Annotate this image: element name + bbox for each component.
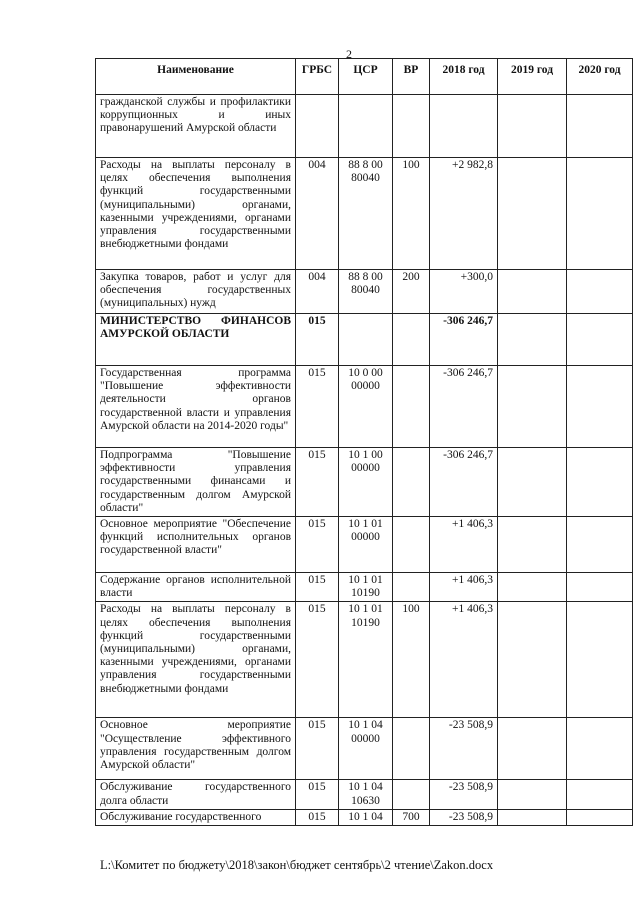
row-csr: [339, 95, 393, 158]
row-grbs: 004: [296, 270, 339, 314]
row-name: Закупка товаров, работ и услуг для обеспечения государственных (муниципальных) нужд: [96, 270, 296, 314]
row-csr: 10 1 04 10630: [339, 780, 393, 809]
table-row: [96, 809, 633, 825]
row-2018: -306 246,7: [430, 366, 498, 448]
row-name: Государственная программа "Повышение эффективности деятельности органов государственной власти и управления Амурской области на 2014-2020 годы": [96, 366, 296, 448]
header-2020: 2020 год: [567, 59, 633, 95]
row-2018: +2 982,8: [430, 158, 498, 270]
table-row: [96, 314, 633, 366]
row-2020: [567, 809, 633, 825]
header-2019: 2019 год: [498, 59, 567, 95]
row-2018: -23 508,9: [430, 780, 498, 809]
row-csr: [339, 314, 393, 366]
row-csr: 10 1 01 10190: [339, 602, 393, 718]
row-2019: [498, 314, 567, 366]
row-2020: [567, 158, 633, 270]
table-row: [96, 158, 633, 270]
row-csr: 10 1 04 00000: [339, 718, 393, 780]
budget-table: [95, 58, 633, 826]
row-2020: [567, 602, 633, 718]
row-name: МИНИСТЕРСТВО ФИНАНСОВ АМУРСКОЙ ОБЛАСТИ: [96, 314, 296, 366]
row-2018: +1 406,3: [430, 602, 498, 718]
row-2019: [498, 573, 567, 602]
row-csr: 88 8 00 80040: [339, 158, 393, 270]
row-grbs: 015: [296, 718, 339, 780]
row-name: Расходы на выплаты персоналу в целях обеспечения выполнения функций государственными (муниципальными) органами, казенными учреждениями, органами управления государственными внебюджетными фондами: [96, 602, 296, 718]
row-grbs: 015: [296, 366, 339, 448]
table-row: [96, 573, 633, 602]
row-2018: -306 246,7: [430, 448, 498, 517]
row-grbs: 004: [296, 158, 339, 270]
row-2018: -306 246,7: [430, 314, 498, 366]
row-2018: -23 508,9: [430, 809, 498, 825]
row-grbs: 015: [296, 517, 339, 573]
row-2020: [567, 314, 633, 366]
row-2019: [498, 809, 567, 825]
row-2018: +1 406,3: [430, 517, 498, 573]
table-row: [96, 718, 633, 780]
table-row: [96, 95, 633, 158]
row-2019: [498, 448, 567, 517]
row-2019: [498, 718, 567, 780]
row-vr: 200: [393, 270, 430, 314]
row-2020: [567, 366, 633, 448]
row-2019: [498, 270, 567, 314]
row-grbs: 015: [296, 448, 339, 517]
table-body: [96, 95, 633, 826]
row-2019: [498, 366, 567, 448]
row-2020: [567, 573, 633, 602]
row-grbs: [296, 95, 339, 158]
header-grbs: ГРБС: [296, 59, 339, 95]
table-row: [96, 270, 633, 314]
row-name: гражданской службы и профилактики коррупционных и иных правонарушений Амурской области: [96, 95, 296, 158]
row-vr: [393, 95, 430, 158]
row-csr: 10 1 01 10190: [339, 573, 393, 602]
row-vr: [393, 780, 430, 809]
header-2018: 2018 год: [430, 59, 498, 95]
row-csr: 10 1 01 00000: [339, 517, 393, 573]
row-name: Подпрограмма "Повышение эффективности управления государственными финансами и государственным долгом Амурской области": [96, 448, 296, 517]
row-vr: 100: [393, 602, 430, 718]
row-2019: [498, 158, 567, 270]
row-2019: [498, 602, 567, 718]
row-2018: +1 406,3: [430, 573, 498, 602]
row-grbs: 015: [296, 809, 339, 825]
row-2018: +300,0: [430, 270, 498, 314]
row-2018: [430, 95, 498, 158]
footer-file-path: L:\Комитет по бюджету\2018\закон\бюджет сентябрь\2 чтение\Zakon.docx: [100, 858, 494, 872]
row-grbs: 015: [296, 314, 339, 366]
row-name: Обслуживание государственного: [96, 809, 296, 825]
table-row: [96, 517, 633, 573]
row-name: Основное мероприятие "Обеспечение функций исполнительных органов государственной власти": [96, 517, 296, 573]
row-vr: [393, 448, 430, 517]
row-2020: [567, 517, 633, 573]
table-row: [96, 780, 633, 809]
row-vr: 100: [393, 158, 430, 270]
row-vr: [393, 314, 430, 366]
row-2019: [498, 517, 567, 573]
row-csr: 88 8 00 80040: [339, 270, 393, 314]
header-vr: ВР: [393, 59, 430, 95]
row-vr: [393, 517, 430, 573]
row-2020: [567, 718, 633, 780]
row-name: Расходы на выплаты персоналу в целях обеспечения выполнения функций государственными (муниципальными) органами, казенными учреждениями, органами управления государственными внебюджетными фондами: [96, 158, 296, 270]
row-2020: [567, 270, 633, 314]
row-2020: [567, 448, 633, 517]
row-2018: -23 508,9: [430, 718, 498, 780]
row-vr: [393, 366, 430, 448]
page-number: 2: [346, 47, 352, 61]
header-csr: ЦСР: [339, 59, 393, 95]
row-name: Обслуживание государственного долга области: [96, 780, 296, 809]
table-header-row: [96, 59, 633, 95]
table-row: [96, 448, 633, 517]
row-csr: 10 1 00 00000: [339, 448, 393, 517]
row-csr: 10 0 00 00000: [339, 366, 393, 448]
row-grbs: 015: [296, 780, 339, 809]
row-2019: [498, 780, 567, 809]
row-grbs: 015: [296, 573, 339, 602]
row-name: Основное мероприятие "Осуществление эффективного управления государственным долгом Амурской области": [96, 718, 296, 780]
row-vr: [393, 573, 430, 602]
row-vr: 700: [393, 809, 430, 825]
table-row: [96, 366, 633, 448]
row-csr: 10 1 04: [339, 809, 393, 825]
header-name: Наименование: [96, 59, 296, 95]
table-row: [96, 602, 633, 718]
row-grbs: 015: [296, 602, 339, 718]
row-name: Содержание органов исполнительной власти: [96, 573, 296, 602]
row-2020: [567, 95, 633, 158]
row-2020: [567, 780, 633, 809]
row-2019: [498, 95, 567, 158]
row-vr: [393, 718, 430, 780]
